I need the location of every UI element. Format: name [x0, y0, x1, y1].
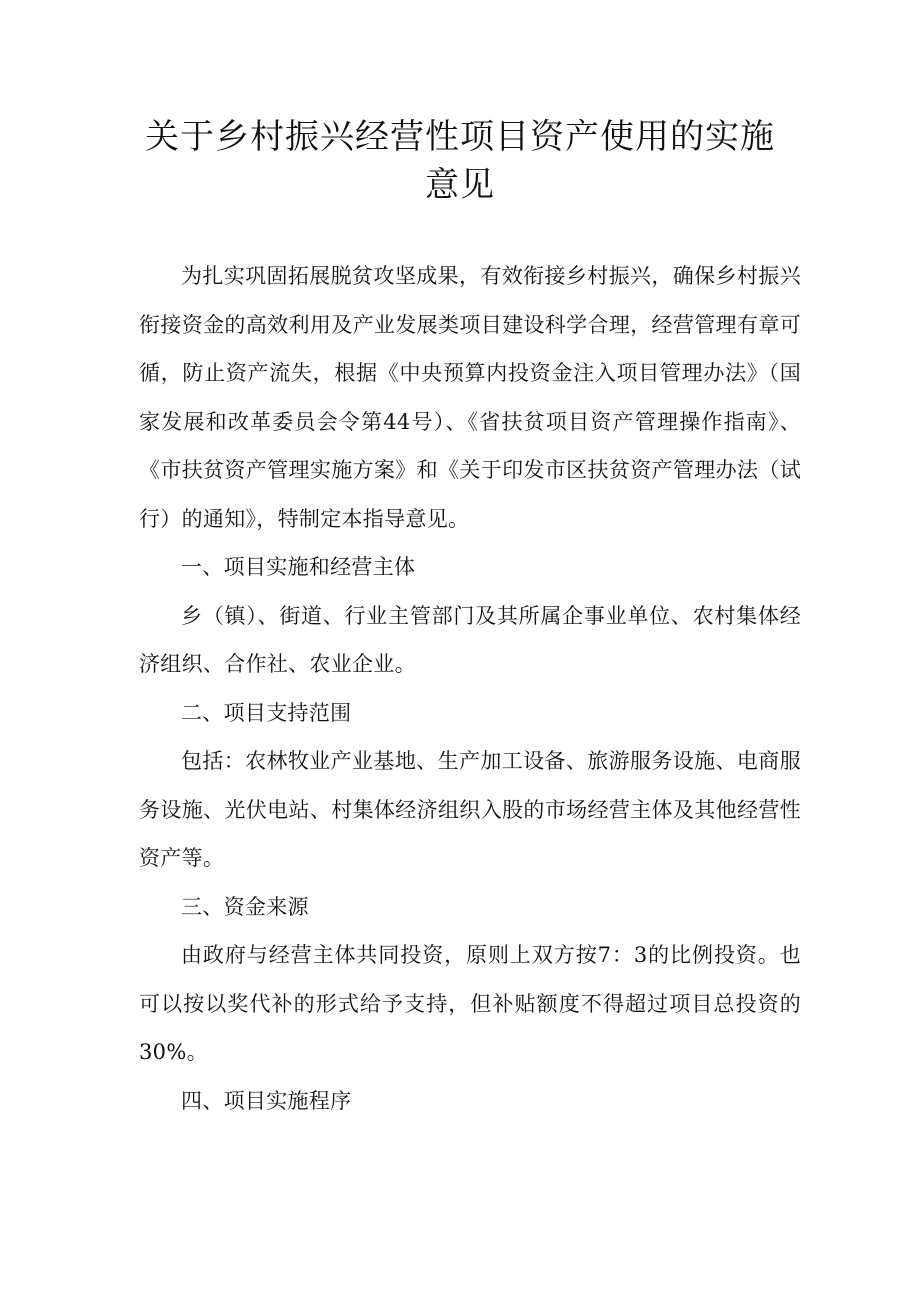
intro-paragraph: 为扎实巩固拓展脱贫攻坚成果，有效衔接乡村振兴，确保乡村振兴衔接资金的高效利用及产业发展类项目建设科学合理，经营管理有章可循，防止资产流失，根据《中央预算内投资金注入项目管理办法》（国家发展和改革委员会令第44号）、《省扶贫项目资产管理操作指南》、《市扶贫资产管理实施方案》和《关于印发市区扶贫资产管理办法（试行）的通知》，特制定本指导意见。 — [139, 264, 801, 531]
section-heading-3: 三、资金来源 — [181, 894, 309, 919]
section-paragraph-2: 包括：农林牧业产业基地、生产加工设备、旅游服务设施、电商服务设施、光伏电站、村集体经济组织入股的市场经营主体及其他经营性资产等。 — [139, 749, 801, 870]
section-heading-4: 四、项目实施程序 — [181, 1088, 352, 1113]
document-title-line1: 关于乡村振兴经营性项目资产使用的实施 — [145, 117, 775, 157]
section-paragraph-1: 乡（镇）、街道、行业主管部门及其所属企事业单位、农村集体经济组织、合作社、农业企业。 — [139, 603, 801, 676]
section-heading-2: 二、项目支持范围 — [181, 700, 352, 725]
document-title-line2: 意见 — [425, 165, 495, 205]
document-body — [139, 252, 801, 1125]
section-heading-1: 一、项目实施和经营主体 — [181, 555, 416, 579]
section-paragraph-3: 由政府与经营主体共同投资，原则上双方按7：3的比例投资。也可以按以奖代补的形式给予支持，但补贴额度不得超过项目总投资的30%。 — [139, 943, 801, 1064]
